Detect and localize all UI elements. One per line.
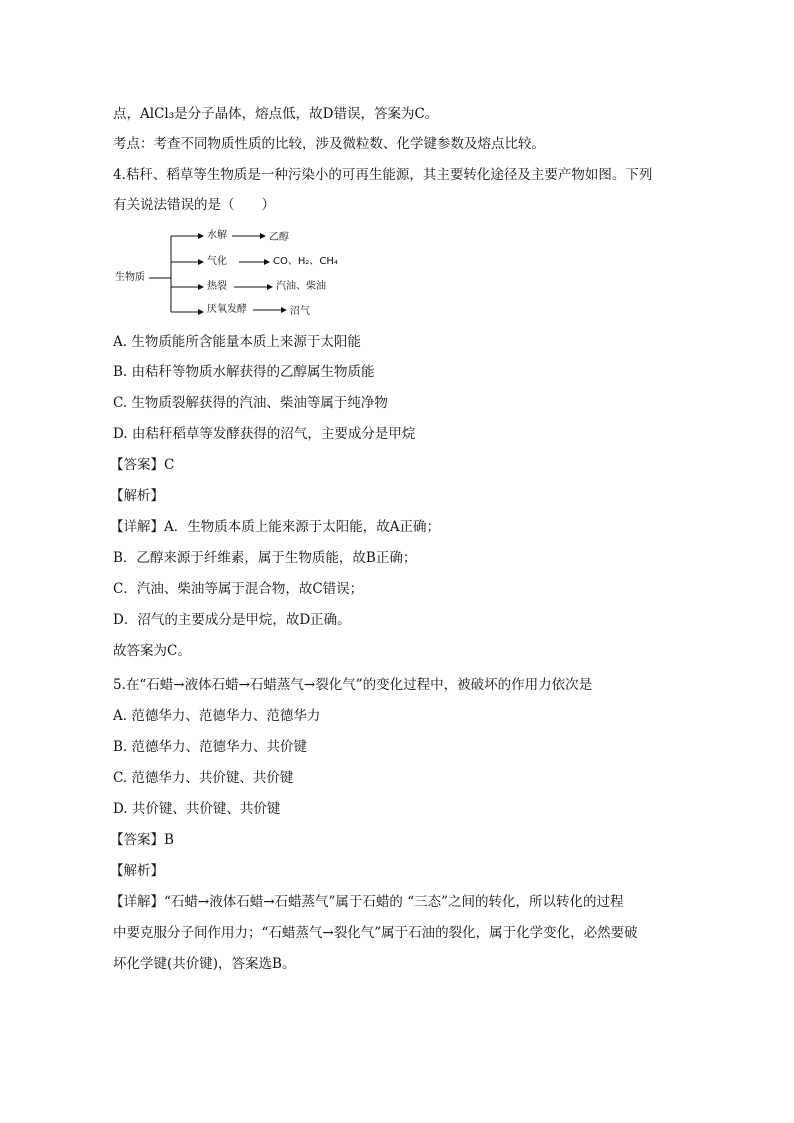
diagram-process-label: 热裂: [207, 281, 227, 292]
diagram-product-label: CO、H₂、CH₄: [273, 256, 338, 267]
diagram-product-label: 沼气: [290, 306, 310, 317]
option-d: D. 由秸秆稻草等发酵获得的沼气，主要成分是甲烷: [113, 426, 416, 442]
explanation-line: 故答案为C。: [113, 643, 191, 659]
option-b: B. 由秸秆等物质水解获得的乙醇属生物质能: [113, 364, 375, 380]
diagram-lines: [113, 226, 413, 326]
biomass-conversion-diagram: [113, 226, 413, 326]
diagram-process-label: 气化: [207, 256, 227, 267]
option-a: A. 生物质能所含能量本质上来源于太阳能: [113, 334, 361, 350]
diagram-product-label: 乙醇: [269, 232, 289, 243]
explanation-line: D．沼气的主要成分是甲烷，故D正确。: [113, 612, 351, 628]
explanation-line: 【详解】“石蜡→液体石蜡→石蜡蒸气”属于石蜡的 “三态”之间的转化，所以转化的过程: [110, 894, 624, 910]
diagram-source-label: 生物质: [115, 272, 145, 283]
question-4-stem: 4.秸秆、稻草等生物质是一种污染小的可再生能源，其主要转化途径及主要产物如图。下列: [113, 167, 653, 183]
option-b: B. 范德华力、范德华力、共价键: [113, 739, 308, 755]
option-d: D. 共价键、共价键、共价键: [113, 801, 281, 817]
diagram-product-label: 汽油、柴油: [276, 281, 326, 292]
explanation-line: 中要克服分子间作用力；“石蜡蒸气→裂化气”属于石油的裂化，属于化学变化，必然要破: [113, 925, 638, 941]
option-c: C. 范德华力、共价键、共价键: [113, 770, 294, 786]
analysis-label: 【解析】: [110, 863, 164, 879]
question-5-stem: 5.在“石蜡→液体石蜡→石蜡蒸气→裂化气”的变化过程中，被破坏的作用力依次是: [113, 677, 593, 693]
option-c: C. 生物质裂解获得的汽油、柴油等属于纯净物: [113, 395, 388, 411]
text-line: 点，AlCl₃是分子晶体，熔点低，故D错误，答案为C。: [113, 106, 439, 122]
explanation-line: 【详解】A．生物质本质上能来源于太阳能，故A正确；: [110, 519, 440, 535]
explanation-line: 坏化学键(共价键)，答案选B。: [113, 956, 296, 972]
answer-label: 【答案】C: [110, 457, 175, 473]
explanation-line: C．汽油、柴油等属于混合物，故C错误；: [113, 581, 364, 597]
text-line: 考点：考查不同物质性质的比较，涉及微粒数、化学键参数及熔点比较。: [113, 136, 545, 152]
answer-label: 【答案】B: [110, 832, 174, 848]
diagram-process-label: 厌氧发酵: [207, 304, 247, 315]
question-4-stem-cont: 有关说法错误的是（ ）: [113, 197, 275, 213]
analysis-label: 【解析】: [110, 488, 164, 504]
option-a: A. 范德华力、范德华力、范德华力: [113, 708, 321, 724]
explanation-line: B．乙醇来源于纤维素，属于生物质能，故B正确；: [113, 550, 417, 566]
diagram-process-label: 水解: [207, 230, 227, 241]
